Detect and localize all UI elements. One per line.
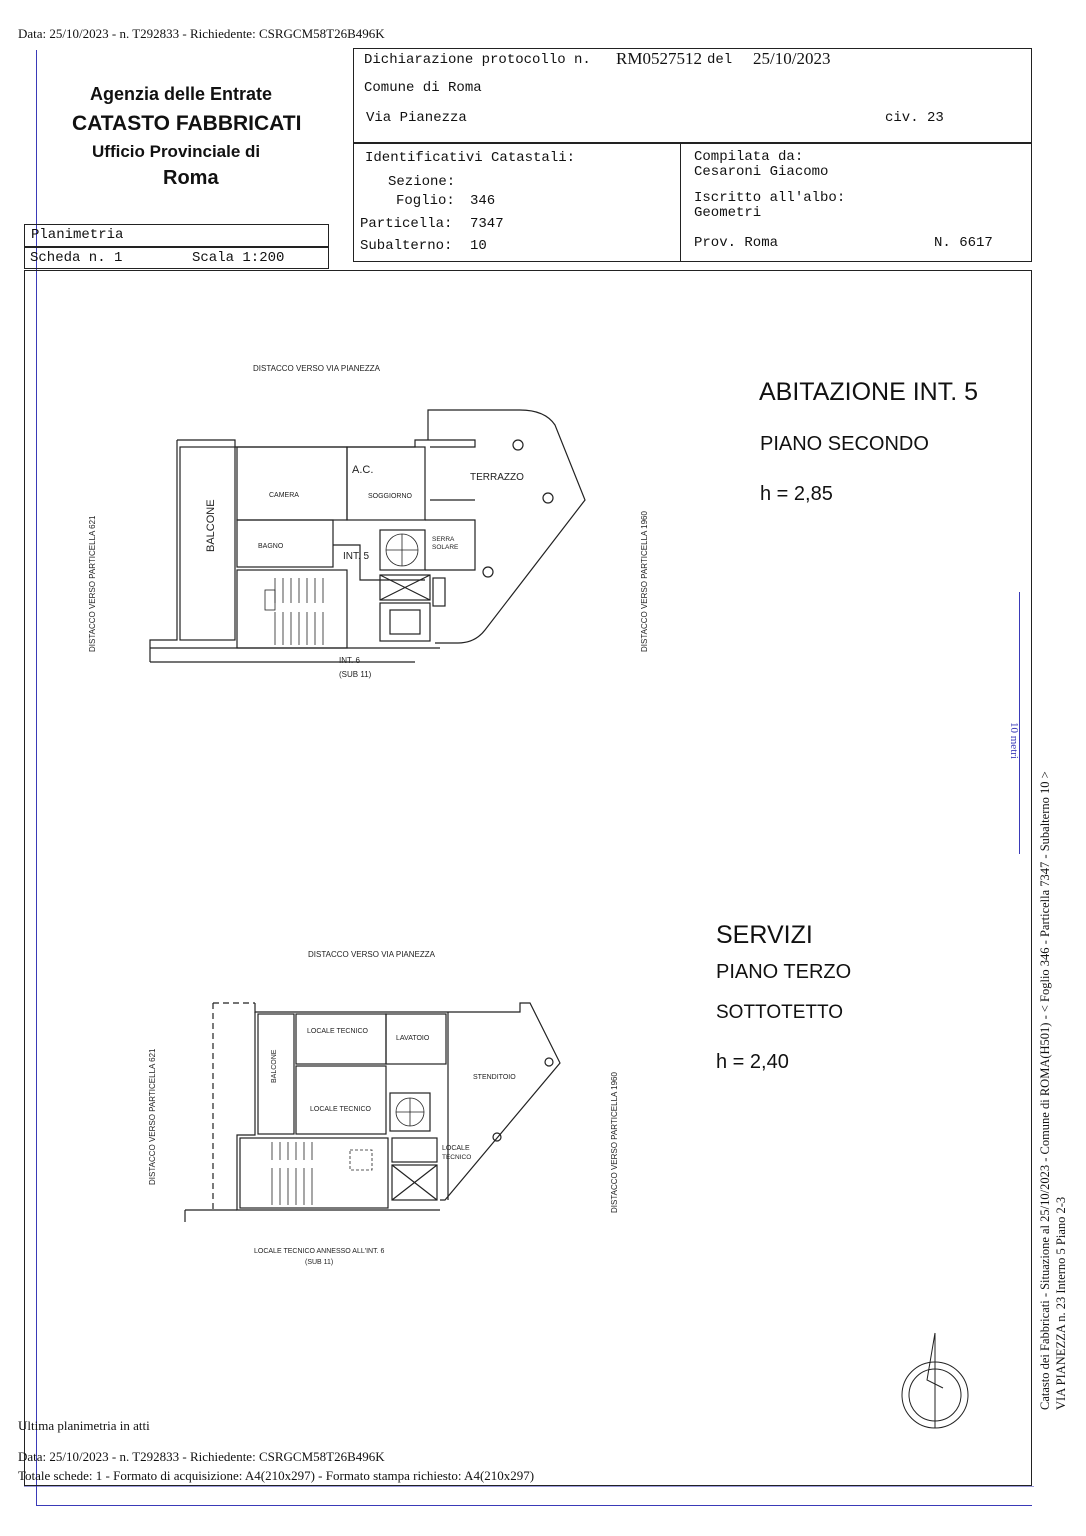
sezione-label: Sezione: xyxy=(388,174,456,190)
albo-number: N. 6617 xyxy=(934,235,993,251)
compilata-label: Compilata da: xyxy=(694,149,804,165)
svg-text:LOCALE: LOCALE xyxy=(442,1145,470,1152)
prov-label: Prov. Roma xyxy=(694,235,779,251)
svg-text:DISTACCO VERSO PARTICELLA 621: DISTACCO VERSO PARTICELLA 621 xyxy=(88,515,97,652)
svg-text:SOGGIORNO: SOGGIORNO xyxy=(368,493,412,500)
svg-text:TERRAZZO: TERRAZZO xyxy=(470,472,524,483)
plan2-height: h = 2,40 xyxy=(716,1051,789,1073)
svg-text:INT. 5: INT. 5 xyxy=(343,551,370,562)
plan1-floor: PIANO SECONDO xyxy=(760,433,929,455)
particella-label: Particella: xyxy=(360,216,453,232)
ufficio-city: Roma xyxy=(163,167,219,189)
protocol-date: 25/10/2023 xyxy=(753,49,831,68)
svg-text:DISTACCO VERSO VIA PIANEZZA: DISTACCO VERSO VIA PIANEZZA xyxy=(308,950,435,959)
svg-text:BALCONE: BALCONE xyxy=(271,1049,278,1083)
plan1-height: h = 2,85 xyxy=(760,483,833,505)
scheda-number: Scheda n. 1 xyxy=(30,250,123,266)
side-cadastral-text: Catasto dei Fabbricati - Situazione al 25/10/2023 - Comune di ROMA(H501) - < Foglio 346 - Particella 7347 - Subalterno 10 > xyxy=(1038,771,1052,1410)
svg-text:DISTACCO VERSO PARTICELLA 1960: DISTACCO VERSO PARTICELLA 1960 xyxy=(610,1072,619,1213)
particella-value: 7347 xyxy=(470,216,504,232)
svg-text:DISTACCO VERSO PARTICELLA 1960: DISTACCO VERSO PARTICELLA 1960 xyxy=(640,511,649,652)
north-arrow-icon xyxy=(895,1325,985,1435)
protocol-label: Dichiarazione protocollo n. xyxy=(364,52,591,68)
svg-text:(SUB 11): (SUB 11) xyxy=(305,1259,334,1266)
subalterno-label: Subalterno: xyxy=(360,238,453,254)
protocol-del: del xyxy=(707,52,733,68)
svg-text:CAMERA: CAMERA xyxy=(269,492,299,499)
svg-text:BAGNO: BAGNO xyxy=(258,543,284,550)
via-label: Via Pianezza xyxy=(366,110,467,126)
header-request-line: Data: 25/10/2023 - n. T292833 - Richiedente: CSRGCM58T26B496K xyxy=(18,26,385,41)
subalterno-value: 10 xyxy=(470,238,487,254)
svg-text:STENDITOIO: STENDITOIO xyxy=(473,1074,516,1081)
footer-request-line: Data: 25/10/2023 - n. T292833 - Richiedente: CSRGCM58T26B496K xyxy=(18,1449,385,1464)
plan2-subtitle: SOTTOTETTO xyxy=(716,1002,844,1023)
svg-text:BALCONE: BALCONE xyxy=(205,499,217,552)
protocol-number: RM0527512 xyxy=(616,49,702,68)
foglio-value: 346 xyxy=(470,193,496,209)
scale-bar-label: 10 metri xyxy=(1008,722,1020,759)
svg-text:(SUB 11): (SUB 11) xyxy=(339,670,372,679)
plan1-title: ABITAZIONE INT. 5 xyxy=(759,378,979,406)
scale-label: Scala 1:200 xyxy=(192,250,285,266)
svg-text:DISTACCO VERSO PARTICELLA 621: DISTACCO VERSO PARTICELLA 621 xyxy=(148,1048,157,1185)
svg-text:LAVATOIO: LAVATOIO xyxy=(396,1035,430,1042)
svg-text:LOCALE TECNICO: LOCALE TECNICO xyxy=(307,1028,368,1035)
civ-label: civ. 23 xyxy=(885,110,944,126)
plan2-title: SERVIZI xyxy=(716,921,813,949)
comune-label: Comune di Roma xyxy=(364,80,482,96)
albo-value: Geometri xyxy=(694,205,762,221)
compilata-name: Cesaroni Giacomo xyxy=(694,164,829,180)
planimetria-label: Planimetria xyxy=(31,227,124,243)
agency-name: Agenzia delle Entrate xyxy=(90,84,273,104)
svg-text:TECNICO: TECNICO xyxy=(442,1154,472,1161)
svg-text:LOCALE TECNICO: LOCALE TECNICO xyxy=(310,1106,371,1113)
identificativi-title: Identificativi Catastali: xyxy=(365,150,576,166)
svg-text:A.C.: A.C. xyxy=(352,464,374,476)
foglio-label: Foglio: xyxy=(396,193,455,209)
svg-text:DISTACCO VERSO VIA PIANEZZA: DISTACCO VERSO VIA PIANEZZA xyxy=(253,364,380,373)
side-address-text: VIA PIANEZZA n. 23 Interno 5 Piano 2-3 xyxy=(1054,1196,1068,1410)
ultima-planimetria: Ultima planimetria in atti xyxy=(18,1418,150,1433)
plan2-floor: PIANO TERZO xyxy=(716,961,852,983)
footer-format-line: Totale schede: 1 - Formato di acquisizione: A4(210x297) - Formato stampa richiesto: A4(210x297) xyxy=(18,1468,535,1483)
svg-text:SOLARE: SOLARE xyxy=(432,544,459,551)
ufficio-label: Ufficio Provinciale di xyxy=(92,142,261,161)
svg-text:LOCALE TECNICO ANNESSO ALL'IN: LOCALE TECNICO ANNESSO ALL'INT. 6 xyxy=(254,1248,385,1255)
albo-label: Iscritto all'albo: xyxy=(694,190,846,206)
catasto-title: CATASTO FABBRICATI xyxy=(72,112,302,135)
svg-text:SERRA: SERRA xyxy=(432,536,455,543)
svg-text:INT. 6: INT. 6 xyxy=(339,656,360,665)
